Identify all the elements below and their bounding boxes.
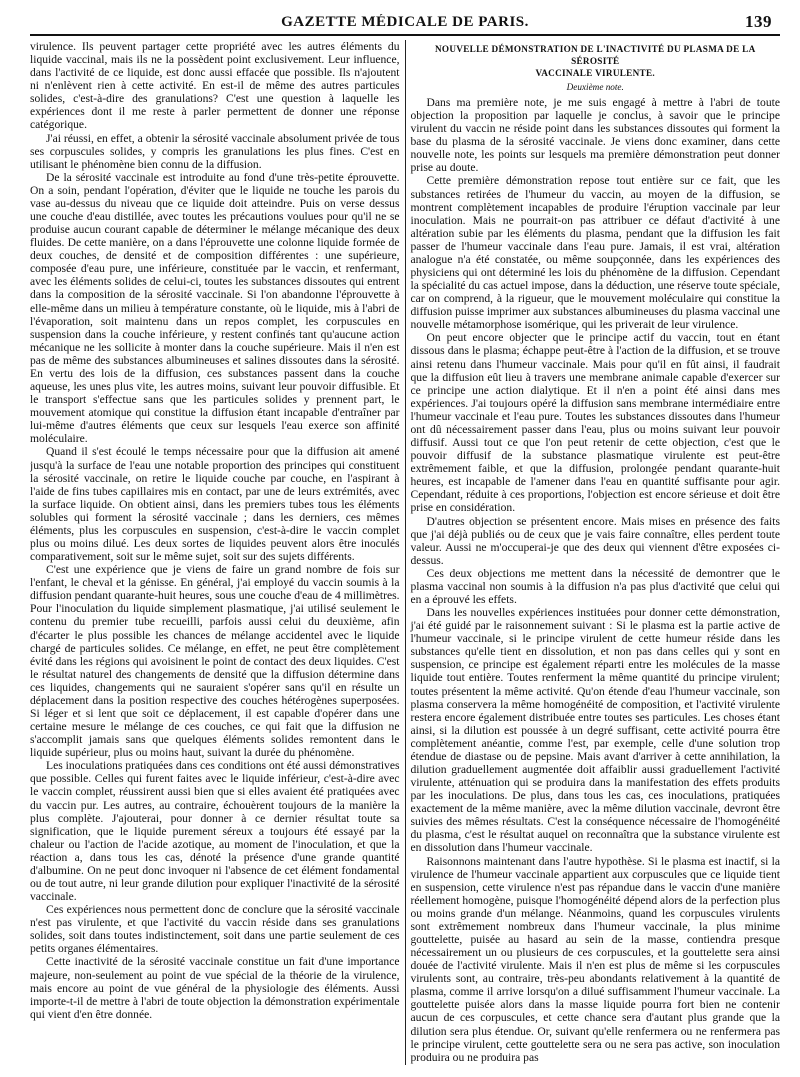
paragraph: Cette première démonstration repose tout entière sur ce fait, que les substances retirées de l'humeur du vaccin, au moyen de la diffusion, se montrent complètement incapables de produire l'éruption vaccinale par leur inoculation. Mais ne pourrait-on pas attribuer ce défaut d'activité à une altération subie par les éléments du plasma, pendant que la diffusion les fait passer de l'humeur vaccinale dans l'eau pure. Jamais, il est vrai, altération analogue n'a été constatée, ou même soupçonnée, dans les expériences des physiciens qui ont déterminé les lois du phénomène de la diffusion. Cependant la spécialité du cas actuel impose, dans la déduction, une réserve toute spéciale, car on comprend, à la rigueur, que le mouvement moléculaire qui constitue la diffusion puisse imprimer aux substances albumineuses du plasma vaccinal une nouvelle métamorphose isomérique, qui les priverait de leur virulence. (410, 174, 780, 332)
paragraph: Cette inactivité de la sérosité vaccinale constitue un fait d'une importance majeure, non-seulement au point de vue spécial de la théorie de la virulence, mais encore au point de vue général de la physiologie des éléments. Aussi importe-t-il de mettre à l'abri de toute objection la démonstration expérimentale qui vient d'en être donnée. (30, 955, 400, 1021)
paragraph: Les inoculations pratiquées dans ces conditions ont été aussi démonstratives que possible. Celles qui furent faites avec le liquide inférieur, c'est-à-dire avec le vaccin complet, réussirent aussi bien que si elles avaient été pratiquées avec du vaccin pur. Les autres, au contraire, échouèrent toujours de la manière la plus complète. J'ajouterai, pour donner à ce dernier résultat toute sa signification, que le liquide purement séreux a toujours été essayé par la chaleur ou l'action de l'acide azotique, au moment de l'inoculation, et que la réaction a, dans tous les cas, dénoté la présence d'une grande quantité d'albumine. On ne peut donc invoquer ni l'absence de cet élément fondamental ou de tout autre, ni leur grande dilution pour expliquer l'inactivité de la sérosité vaccinale. (30, 759, 400, 904)
paragraph: De la sérosité vaccinale est introduite au fond d'une très-petite éprouvette. On a soin, pendant l'opération, d'éviter que le liquide ne touche les parois du vase au-dessus du niveau que ce liquide doit atteindre. Puis on verse dessus une couche d'eau distillée, avec toutes les précautions voulues pour qu'il ne se produise aucun courant capable de déterminer le mélange mécanique des deux fluides. De cette manière, on a dans l'éprouvette une colonne liquide formée de deux couches, de densité et de composition différentes : une supérieure, composée d'eau pure, une inférieure, constituée par le vaccin, et renfermant, avec les éléments solides de celui-ci, toutes les substances dissoutes qui entrent dans la composition de la sérosité vaccinale. Si l'on abandonne l'éprouvette à elle-même dans un milieu à température constante, où le liquide, mis à l'abri de l'évaporation, soit maintenu dans un repos complet, les corpuscules en suspension dans la couche inférieure, y restent confinés tant qu'aucune action mécanique ne les sollicite à monter dans la couche supérieure. Mais il n'en est pas de même des substances albumineuses et salines dissoutes dans la sérosité. En vertu des lois de la diffusion, ces substances passent dans la couche aqueuse, les unes plus vite, les autres moins, suivant leur pouvoir diffusible. Et le transport s'effectue sans que les particules solides y prennent part, le mouvement atomique qui constitue la diffusion étant incapable d'entraîner par lui-même d'autres éléments que ceux sur lesquels l'eau exerce son affinité moléculaire. (30, 170, 400, 446)
paragraph: Quand il s'est écoulé le temps nécessaire pour que la diffusion ait amené jusqu'à la surface de l'eau une notable proportion des principes qui constituent la sérosité vaccinale, on retire le liquide couche par couche, en l'aspirant à l'aide de fins tubes capillaires mis en contact, par une de leurs extrémités, avec la surface liquide. On obtient ainsi, dans les premiers tubes tous les éléments solubles qui forment la sérosité vaccinale ; dans les derniers, ces mêmes éléments, plus les corpuscules en suspension, c'est-à-dire le vaccin complet plus ou moins dilué. Les deux sortes de liquides peuvent alors être inoculés comparativement, soit sur le même sujet, soit sur des sujets différents. (30, 445, 400, 564)
article-title (411, 43, 781, 79)
paragraph: virulence. Ils peuvent partager cette propriété avec les autres éléments du liquide vaccinal, mais ils ne la possèdent point exclusivement. Leur influence, dans l'activité de ce liquide, est donc aussi effacée que possible. Ils n'ajoutent ni n'enlèvent rien à cette activité. En est-il de même des autres particules solides, c'est-à-dire des granulations? C'est une question à laquelle les expériences dont il me reste à parler permettent de donner une réponse catégorique. (30, 40, 400, 132)
journal-title: GAZETTE MÉDICALE DE PARIS. (281, 14, 529, 30)
article-subtitle: Deuxième note. (566, 82, 624, 92)
paragraph: Dans les nouvelles expériences instituées pour donner cette démonstration, j'ai été guidé par le raisonnement suivant : Si le plasma est la partie active de l'humeur vaccinale, si le principe virulent de cette humeur réside dans les substances qu'elle tient en dissolution, et non pas dans celles qui y sont en suspension, ce principe est également réparti entre les molécules de la masse liquide tout entière. Toutes renferment la même quantité du principe virulent; toutes présentent la même activité. Qu'on étende d'eau l'humeur vaccinale, son plasma conservera la même homogénéité de composition, et l'activité virulente restera encore également distribuée entre toutes ses particules. Les choses étant ainsi, si la dilution est poussée à un degré suffisant, cette activité pourra être complètement anéantie, comme l'est, par exemple, celle d'une solution trop étendue de diastase ou de pepsine. Mais avant d'arriver à cette annihilation, la dilution graduellement augmentée doit affaiblir aussi graduellement l'activité virulente, atténuation qui se produira dans la manifestation des effets produits par les inoculations. De plus, dans tous les cas, ces inoculations, pratiquées exactement de la même manière, avec la même dilution vaccinale, devront être suivies des mêmes résultats. C'est la conséquence nécessaire de l'homogénéité du plasma, c'est le résultat auquel on reconnaîtra que la substance virulente est en dissolution dans l'humeur vaccinale. (410, 606, 780, 855)
paragraph: Ces expériences nous permettent donc de conclure que la sérosité vaccinale n'est pas virulente, et que l'activité du vaccin réside dans ses granulations solides, soit dans toutes indistinctement, soit dans une partie seulement de ces petits organes élémentaires. (30, 903, 400, 956)
paragraph: Raisonnons maintenant dans l'autre hypothèse. Si le plasma est inactif, si la virulence de l'humeur vaccinale appartient aux corpuscules que ce liquide tient en suspension, cette virulence n'est pas répandue dans le vaccin d'une manière réellement homogène, puisque l'homogénéité dépend alors de la perfection plus ou moins grande d'un mélange. Néanmoins, quand les corpuscules virulents sont extrêmement nombreux dans l'humeur vaccinale, la plus minime gouttelette, puisée au hasard au sein de la masse, contiendra presque nécessairement un ou plusieurs de ces corpuscules, et la gouttelette sera ainsi douée de l'activité virulente. Mais il n'en est plus de même si les corpuscules virulents sont, au contraire, très-peu abondants relativement à la quantité de plasma, comme il arrive lorsqu'on a dilué suffisamment l'humeur vaccinale. La gouttelette puisée alors dans la masse liquide pourra fort bien ne contenir aucun de ces corpuscules, et cette chance sera d'autant plus grande que la dilution sera plus étendue. Or, suivant qu'elle renfermera ou ne renfermera pas le principe virulent, cette gouttelette sera ou ne sera pas active, son inoculation produira ou ne produira pas (410, 854, 780, 1064)
page (30, 14, 780, 1069)
right-column (406, 40, 781, 1065)
two-column-body (30, 40, 780, 1065)
article-title-line: NOUVELLE DÉMONSTRATION DE L'INACTIVITÉ DU PLASMA DE LA SÉROSITÉ (434, 44, 756, 66)
paragraph: J'ai réussi, en effet, a obtenir la sérosité vaccinale absolument privée de tous ses corpuscules solides, y compris les granulations les plus fines. C'est en utilisant le phénomène bien connu de la diffusion. (30, 131, 400, 171)
page-number: 139 (745, 14, 772, 31)
paragraph: On peut encore objecter que le principe actif du vaccin, tout en étant dissous dans le plasma; échappe peut-être à l'action de la diffusion, et se trouve ainsi retenu dans l'humeur vaccinale. Mais pour qu'il en fût ainsi, il faudrait que la diffusion eût lieu à travers une membrane animale capable d'exercer sur ce principe une action dialytique. Et il n'en a point été ainsi dans mes expériences. J'ai toujours opéré la diffusion sans membrane intermédiaire entre l'humeur vaccinale et l'eau pure. Toutes les substances dissoutes dans l'humeur ont dû nécessairement passer dans l'eau, plus ou moins suivant leur pouvoir diffusif. Aussi tout ce que l'on peut retenir de cette objection, c'est que le pouvoir diffusif de la substance plasmatique virulente est peut-être extrêmement faible, et que la diffusion, prolongée pendant quarante-huit heures, est incapable de l'amener dans l'eau en quantité suffisante pour agir. Cependant, réduite à ces proportions, l'objection est encore sérieuse et doit être prise en considération. (410, 331, 780, 515)
article-title-line: VACCINALE VIRULENTE. (535, 68, 655, 78)
paragraph: C'est une expérience que je viens de faire un grand nombre de fois sur l'enfant, le cheval et la génisse. En général, j'ai employé du vaccin soumis à la diffusion pendant quarante-huit heures, sous une couche d'eau de 4 millimètres. Pour l'inoculation du liquide simplement plasmatique, j'ai utilisé seulement le contenu du premier tube recueilli, parfois aussi celui du deuxième, afin d'écarter le plus possible les chances de mélange accidentel avec le liquide chargé de particules solides. Ce mélange, en effet, ne peut être complètement évité dans les régions qui avoisinent le point de contact des deux liquides. C'est le résultat naturel des changements de densité que la diffusion détermine dans ces liquides, changements qui ne sauraient s'opérer sans qu'il en résulte un déplacement dans la position respective des couches hétérogènes superposées. Si léger et si lent que soit ce déplacement, il est capable d'opérer dans une certaine mesure le mélange de ces couches, ce qui fait que la diffusion ne s'accomplit jamais sans que quelques éléments solides remontent dans le liquide supérieur, plus ou moins haut, suivant la durée du phénomène. (30, 563, 400, 760)
paragraph: Ces deux objections me mettent dans la nécessité de demontrer que le plasma vaccinal non soumis à la diffusion n'a pas plus d'activité que celui qui en a éprouvé les effets. (410, 566, 780, 606)
paragraph: Dans ma première note, je me suis engagé à mettre à l'abri de toute objection la proposition par laquelle je conclus, à savoir que le principe virulent du vaccin ne réside point dans les substances dissoutes qui forment la base du plasma de la sérosité vaccinale. Je viens donc examiner, dans cette nouvelle note, les points sur lesquels ma première démonstration peut donner prise au doute. (410, 96, 780, 175)
left-column (30, 40, 405, 1065)
paragraph: D'autres objection se présentent encore. Mais mises en présence des faits que j'ai déjà publiés ou de ceux que je vais faire connaître, elles perdent toute valeur. Aussi ne m'occuperai-je que des deux qui viennent d'être exposées ci-dessus. (410, 514, 780, 567)
running-header (30, 14, 780, 36)
